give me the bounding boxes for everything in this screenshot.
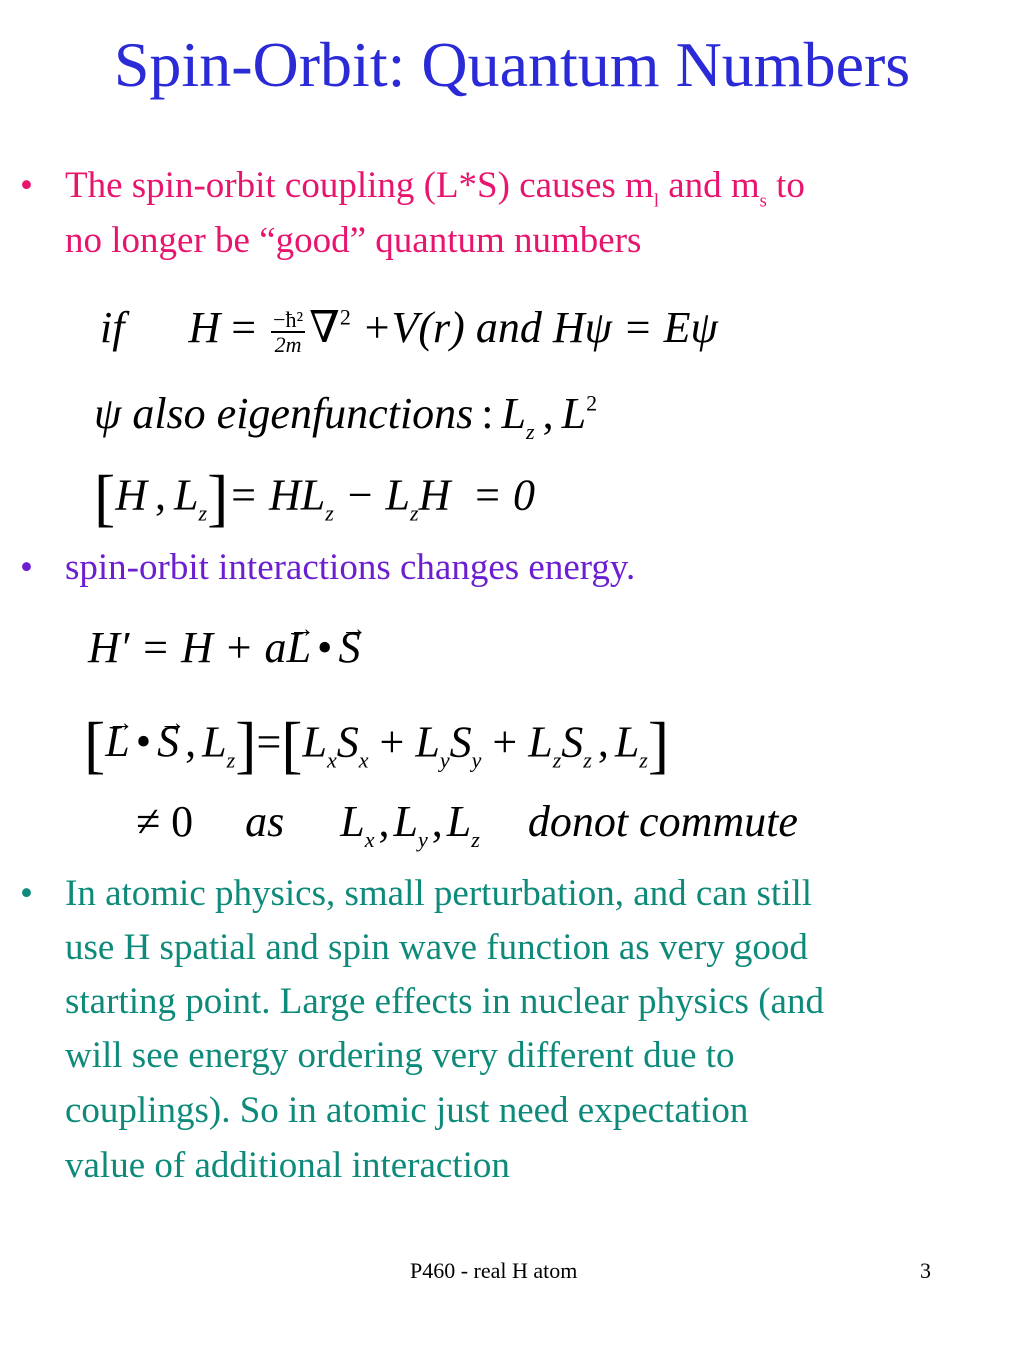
- equation-eigenfunctions: [94, 389, 598, 444]
- eq6-Lz: L: [446, 797, 472, 846]
- eq1-and: and: [475, 303, 542, 352]
- eq5-Lz: L: [202, 717, 227, 767]
- eq5-comma1: ,: [185, 717, 197, 767]
- eq5-lbracket2: [: [281, 709, 303, 780]
- eq2-L2: L: [561, 389, 587, 438]
- eq5-rbracket2: ]: [647, 709, 670, 780]
- eq5-z3: z: [583, 747, 592, 773]
- bullet-1-sub-l: l: [653, 191, 659, 212]
- eq5-Sy: S: [449, 717, 472, 767]
- bullet-1-sub-s: s: [759, 191, 767, 212]
- eq2-z: z: [526, 419, 535, 444]
- footer-page-number: 3: [920, 1258, 931, 1283]
- bullet-3-line-5: couplings). So in atomic just need expectation: [65, 1090, 749, 1131]
- eq3-lbracket: [: [94, 462, 116, 533]
- eq1-H: H: [188, 303, 221, 352]
- bullet-3-line-1: In atomic physics, small perturbation, and can still: [65, 873, 813, 914]
- eq1-fraction: [271, 308, 305, 356]
- equation-commutator-h-lz: [94, 462, 536, 533]
- eq1-sq: 2: [339, 304, 351, 330]
- eq1-schrodinger: Hψ = Eψ: [552, 303, 718, 352]
- footer-course-label: P460 - real H atom: [410, 1258, 578, 1283]
- eq5-z1: z: [226, 747, 236, 773]
- eq2-sq: 2: [586, 390, 598, 416]
- eq6-comma1: ,: [378, 797, 390, 846]
- bullet-1-line-2: no longer be “good” quantum numbers: [65, 220, 642, 261]
- eq5-equals: =: [256, 717, 282, 767]
- eq2-colon: :: [481, 389, 494, 438]
- eq6-z: z: [471, 827, 480, 852]
- eq5-Sz: S: [561, 717, 584, 767]
- equation-not-commute: [136, 797, 798, 852]
- bullet-3-line-4: will see energy ordering very different due to: [65, 1035, 735, 1076]
- bullet-marker-3: •: [20, 873, 33, 914]
- eq5-Lz2: L: [528, 717, 553, 767]
- equation-perturbed-hamiltonian: [88, 623, 361, 672]
- eq3-z1: z: [198, 500, 208, 526]
- eq4-lhs: H′ = H + a: [88, 623, 287, 672]
- eq5-y1: y: [439, 747, 450, 773]
- eq3-L: L: [174, 470, 199, 520]
- eq3-H: H: [115, 470, 148, 520]
- eq5-lbracket1: [: [84, 709, 106, 780]
- bullet-1-mid: and m: [658, 165, 760, 206]
- eq2-text: also eigenfunctions: [132, 389, 474, 438]
- equation-hamiltonian: [100, 303, 718, 357]
- eq5-plus2: +: [492, 717, 518, 767]
- eq5-y2: y: [471, 747, 482, 773]
- eq4-L-vector: → L: [287, 626, 311, 670]
- eq1-frac-den: 2m: [274, 331, 302, 357]
- eq3-rbracket: ]: [207, 462, 229, 533]
- eq5-comma2: ,: [597, 717, 609, 767]
- bullet-marker-1: •: [20, 165, 33, 206]
- eq5-plus1: +: [379, 717, 405, 767]
- eq3-z3: z: [410, 500, 419, 526]
- eq3-rhs2: − L: [344, 470, 410, 520]
- eq3-rhs1: = HL: [228, 470, 326, 520]
- eq3-z2: z: [325, 500, 334, 526]
- eq6-comma2: ,: [431, 797, 443, 846]
- eq6-Ly: L: [393, 797, 419, 846]
- bullet-1-post: to: [766, 165, 805, 206]
- eq6-x: x: [364, 827, 375, 852]
- eq1-potential: +V(r): [361, 303, 465, 352]
- eq5-Ly: L: [415, 717, 440, 767]
- eq1-frac-num: −ħ²: [273, 306, 304, 332]
- bullet-3-line-2: use H spatial and spin wave function as very good: [65, 927, 808, 968]
- eq1-if: if: [100, 303, 125, 352]
- eq6-donot: donot commute: [527, 797, 798, 846]
- eq5-dot: •: [135, 717, 152, 767]
- eq4-S-vector: → S: [338, 626, 360, 670]
- eq5-Lx: L: [302, 717, 327, 767]
- eq2-comma: ,: [542, 389, 554, 438]
- eq5-x2: x: [358, 747, 369, 773]
- eq5-S-vector: → S: [157, 720, 179, 764]
- equation-commutator-ls-lz: [84, 709, 670, 780]
- eq6-neq: ≠ 0: [136, 797, 194, 846]
- bullet-3-line-6: value of additional interaction: [65, 1145, 510, 1186]
- bullet-1-pre: The spin-orbit coupling (L*S) causes m: [65, 165, 654, 206]
- eq2-psi: ψ: [94, 389, 122, 438]
- eq3-rhs3: H = 0: [418, 470, 536, 520]
- eq6-Lx: L: [340, 797, 365, 846]
- eq4-dot: •: [317, 623, 333, 672]
- bullet-2-text: spin-orbit interactions changes energy.: [65, 547, 636, 588]
- eq5-Lz3: L: [614, 717, 640, 767]
- eq5-Sx: S: [336, 717, 359, 767]
- eq5-x1: x: [327, 747, 337, 773]
- eq5-L-vector: → L: [105, 720, 129, 764]
- eq3-comma: ,: [155, 470, 167, 520]
- eq5-rbracket1: ]: [235, 709, 257, 780]
- bullet-marker-2: •: [20, 547, 33, 588]
- eq5-z4: z: [639, 747, 648, 773]
- eq6-as: as: [245, 797, 285, 846]
- eq1-equals: =: [231, 303, 257, 352]
- eq6-y: y: [418, 827, 428, 852]
- eq2-L: L: [501, 389, 527, 438]
- bullet-3-line-3: starting point. Large effects in nuclear physics (and: [65, 981, 824, 1022]
- eq1-nabla: ∇: [309, 303, 340, 352]
- eq5-z2: z: [552, 747, 562, 773]
- slide-title: Spin-Orbit: Quantum Numbers: [113, 29, 911, 100]
